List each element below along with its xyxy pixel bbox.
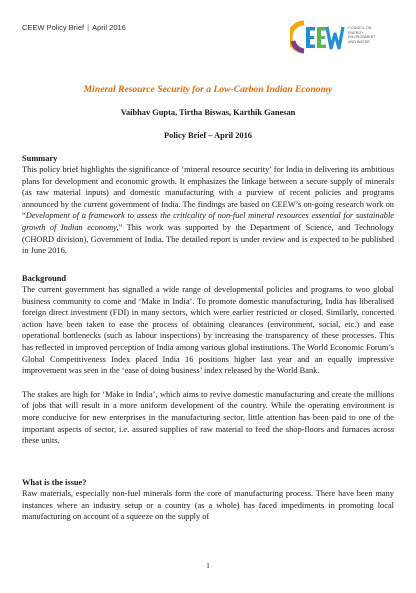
ceew-logo-mark <box>290 15 348 59</box>
running-header <box>22 23 126 32</box>
header-separator: | <box>87 23 90 32</box>
issue-paragraph: Raw materials, especially non-fuel minerals form the core of manufacturing process. There have been many instances where an industry setup or a country (as a whole) has faced impediments in promoting local manufacturing on account of a squeeze on the supply of <box>22 489 394 522</box>
summary-paragraph: This policy brief highlights the significance of ‘mineral resource security’ for India in delivering its ambitious plans for development and economic growth. It emphasizes the linkage between a secure supply of minerals (as raw material inputs) and domestic manufacturing with a purview of recent policies and programs announced by the current government of India. The findings are based on CEEW’s on-going research work on “Development of a framework to assess the criticality of non-fuel mineral resources essential for sustainable growth of Indian economy,” This work was supported by the Department of Science, and Technology (CHORD division), Government of India. The detailed report is under review and is expected to be published in June 2016. <box>22 165 395 256</box>
authors-line: Vaibhav Gupta, Tirtha Biswas, Karthik Ganesan <box>120 108 296 117</box>
page-number: 1 <box>206 561 210 570</box>
summary-heading: Summary <box>22 154 58 163</box>
summary-section <box>22 153 394 257</box>
issue-heading: What is the issue? <box>22 478 87 487</box>
background-paragraph-2: The stakes are high for ‘Make in India’, which aims to revive domestic manufacturing and create the millions of jobs that will result in a more uniform development of the country. While the operating environment is more conducive for new enterprises in the manufacturing sector, little attention has been paid to one of the important aspects of sector, i.e. assured supplies of raw material to feed the shop-floors and furnaces across these units. <box>22 389 394 446</box>
ceew-logo-text: COUNCIL ON ENERGY, ENVIRONMENT AND WATER <box>348 26 376 44</box>
header-series: CEEW Policy Brief <box>22 23 85 32</box>
policy-brief-date-line: Policy Brief – April 2016 <box>164 131 252 140</box>
issue-section <box>22 477 394 523</box>
ceew-logo <box>290 15 400 59</box>
header-date: April 2016 <box>92 23 126 32</box>
background-section <box>22 273 394 447</box>
background-paragraph-1: The current government has signalled a wide range of developmental policies and programs to woo global business community to come and ‘Make in India’. To promote domestic manufacturing, India has liberalised foreign direct investment (FDI) in many sectors, which were earlier restricted or closed. Similarly, concerted action have been taken to ease the process of obtaining clearances (environment, social, etc.) and ease operational bottlenecks (such as labour inspections) by increasing the transparency of these processes. This has reflected in improved perception of India among various global institutions. The World Economic Forum’s Global Competitiveness Index placed India 16 positions higher last year and an equally impressive improvement was seen in the ‘ease of doing business’ index released by the World Bank. <box>22 285 394 376</box>
document-title: Mineral Resource Security for a Low-Carbon Indian Economy <box>83 84 333 95</box>
background-heading: Background <box>22 274 67 283</box>
